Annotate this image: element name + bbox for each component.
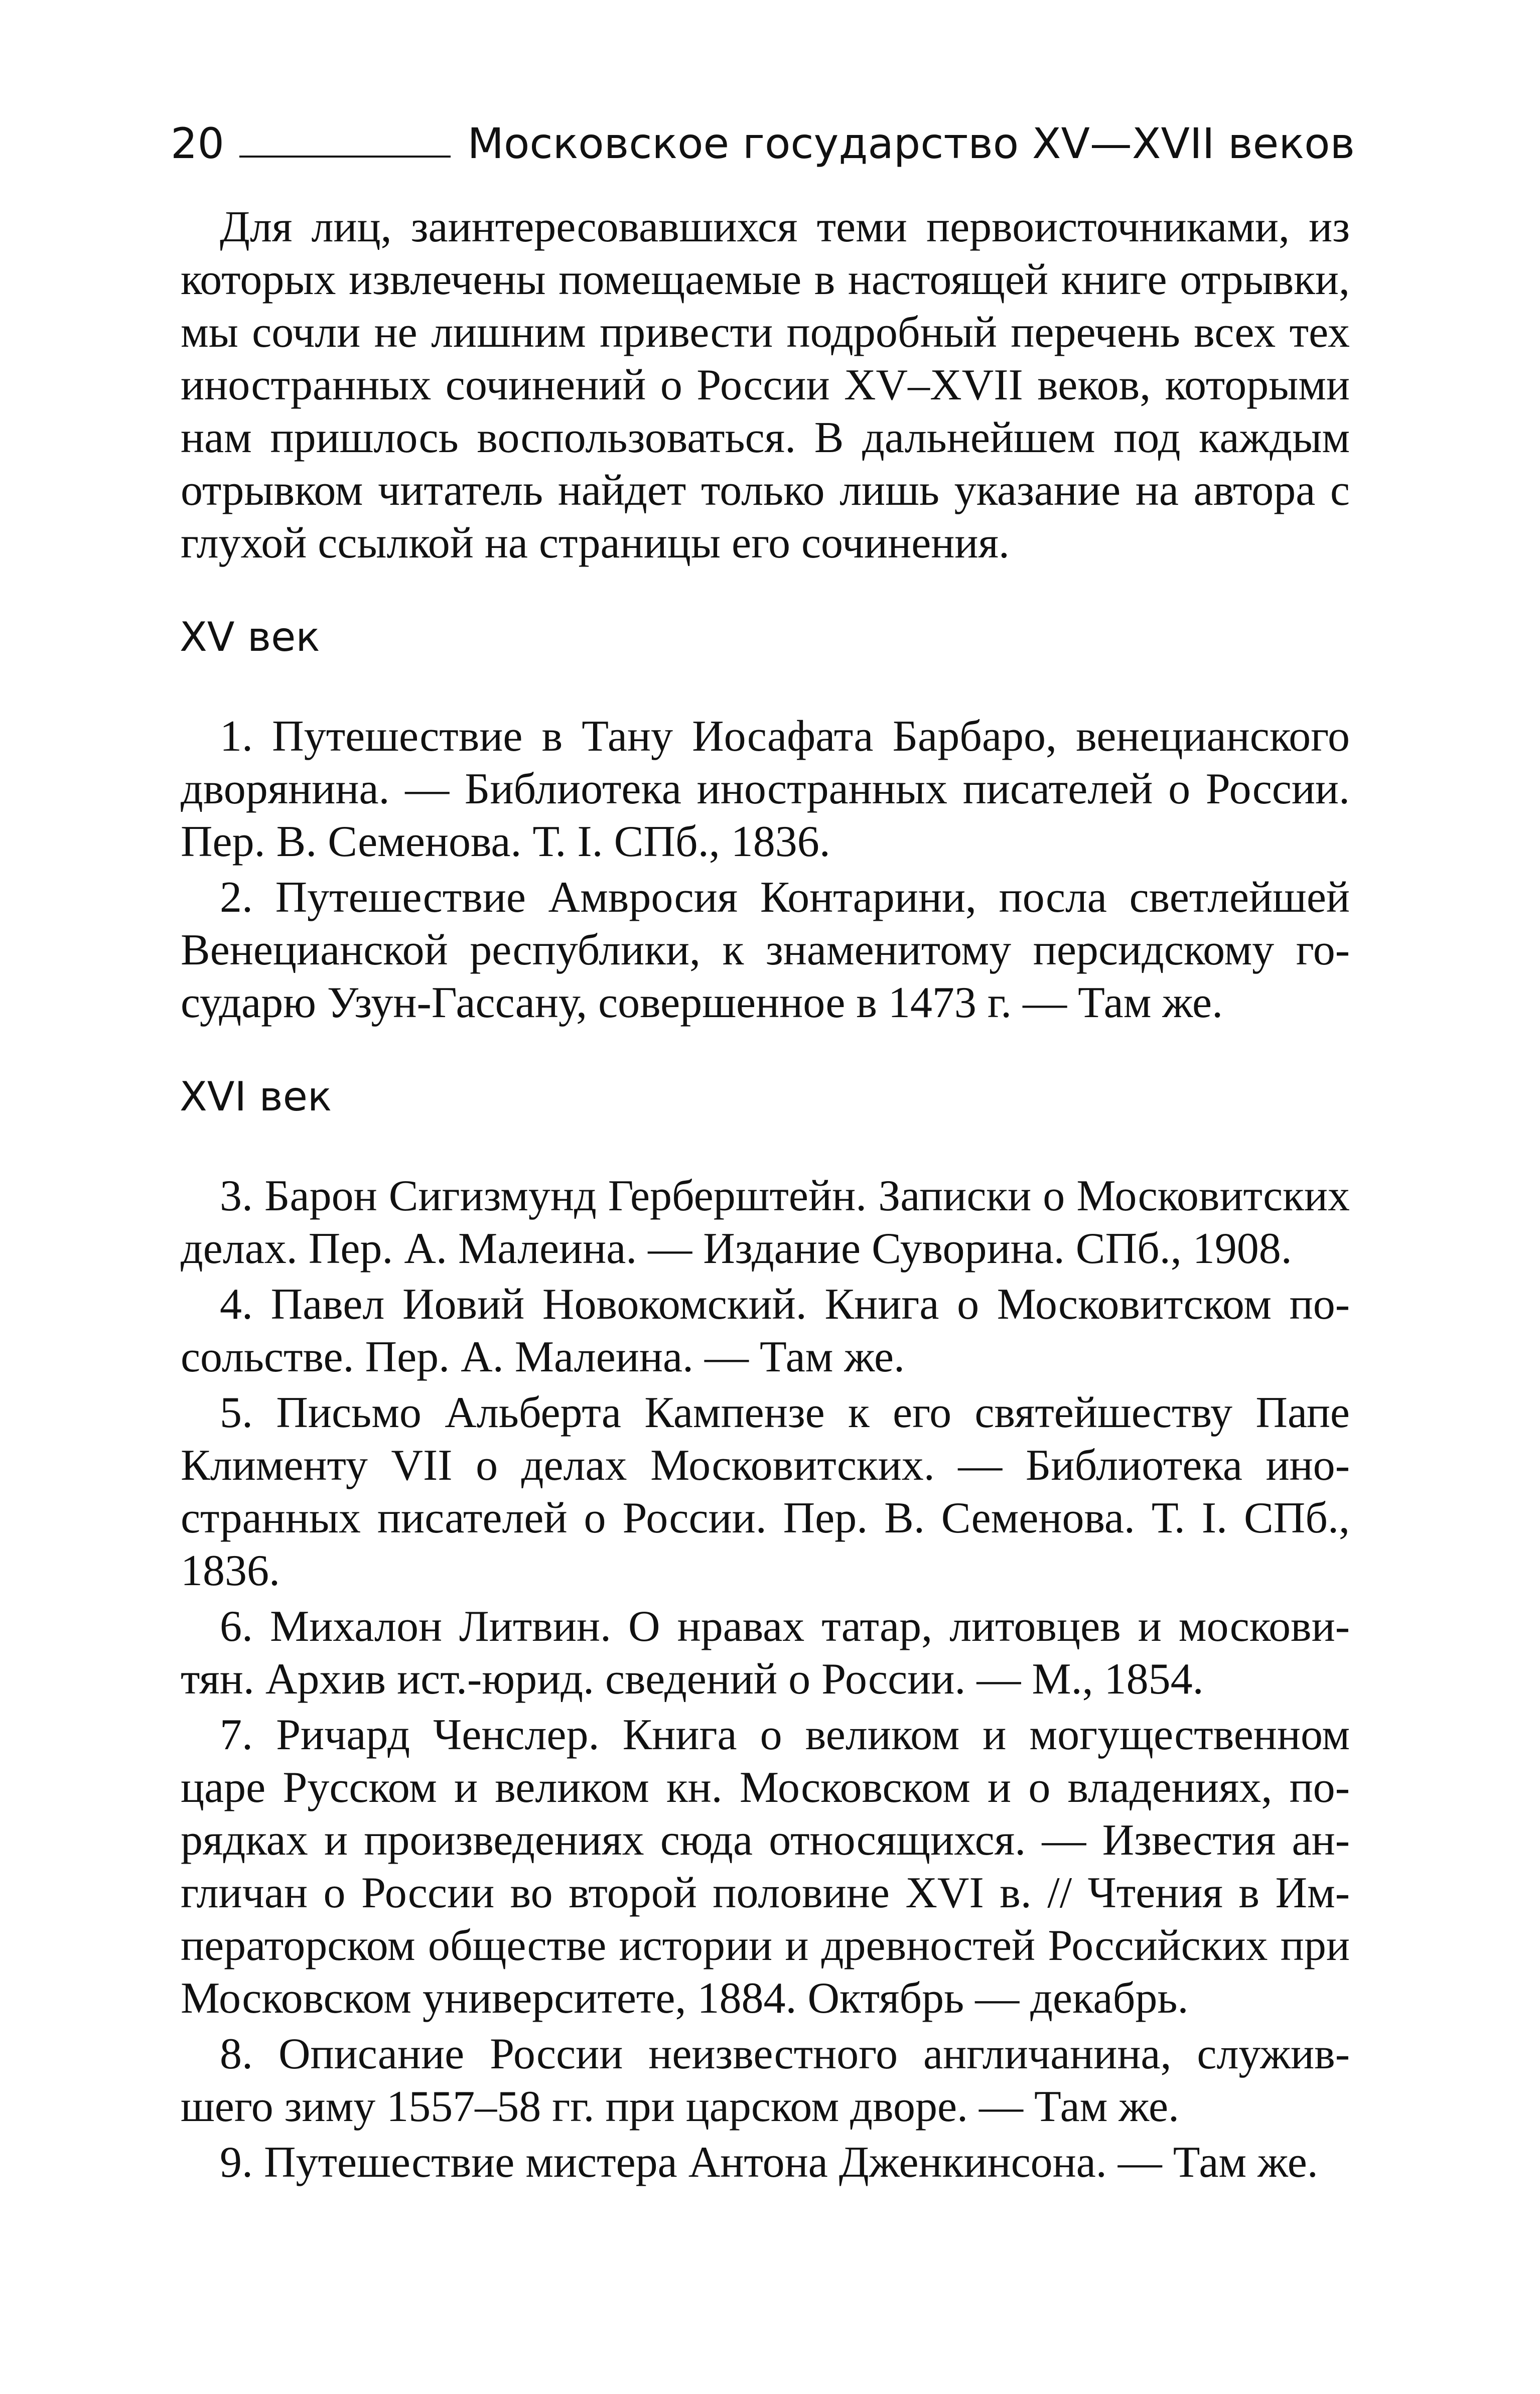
bibliography-entry: 3. Барон Сигизмунд Герберштейн. Записки о Московитских делах. Пер. А. Малеина. — Издание Суворина. СПб., 1908. <box>181 1172 1350 1273</box>
running-title: Московское государство XV—XVII веков <box>467 119 1355 168</box>
running-head <box>171 109 1355 168</box>
bibliography-entry: 6. Михалон Литвин. О нравах татар, литовцев и московитян. Архив ист.-юрид. сведений о России. — М., 1854. <box>181 1602 1350 1704</box>
bibliography-entry: 2. Путешествие Амвросия Контарини, посла светлейшей Венецианской республики, к знаменитому персидскому государю Узун-Гассану, совершенное в 1473 г. — Там же. <box>181 873 1350 1027</box>
header-rule <box>239 156 451 158</box>
bibliography-entry: 5. Письмо Альберта Кампензе к его святейшеству Папе Клименту VII о делах Московитских. — Библиотека иностранных писателей о России. Пер. В. Семенова. Т. I. СПб., 1836. <box>181 1388 1350 1595</box>
page-body <box>181 201 1350 2189</box>
intro-paragraph: Для лиц, заинтересовавшихся теми первоисточниками, из которых извлечены помещаемые в настоящей книге отрывки, мы сочли не лишним привести подробный перечень всех тех иностранных сочинений о России XV–XVII веков, которыми нам пришлось воспользоваться. В дальнейшем под каждым отрывком читатель найдет только лишь указание на автора с глухой ссылкой на страницы его сочинения. <box>181 203 1350 568</box>
bibliography-entry: 7. Ричард Ченслер. Книга о великом и могущественном царе Русском и великом кн. Московском и о владениях, порядках и произведениях сюда относящихся. — Известия англичан о России во второй половине XVI в. // Чтения в Императорском обществе истории и древностей Российских при Московском университете, 1884. Октябрь — декабрь. <box>181 1711 1350 2023</box>
page-number: 20 <box>171 119 224 168</box>
bibliography-entry: 8. Описание России неизвестного англичанина, служившего зиму 1557–58 гг. при царском дворе. — Там же. <box>181 2030 1350 2131</box>
section-heading-xvi: XVI век <box>180 1073 332 1120</box>
bibliography-entry: 9. Путешествие мистера Антона Дженкинсона. — Там же. <box>220 2138 1318 2187</box>
bibliography-entry: 4. Павел Иовий Новокомский. Книга о Московитском посольстве. Пер. А. Малеина. — Там же. <box>181 1280 1350 1381</box>
section-heading-xv: XV век <box>180 614 320 660</box>
bibliography-entry: 1. Путешествие в Тану Иосафата Барбаро, венецианского дворянина. — Библиотека иностранных писателей о России. Пер. В. Семенова. Т. I. СПб., 1836. <box>181 712 1350 866</box>
